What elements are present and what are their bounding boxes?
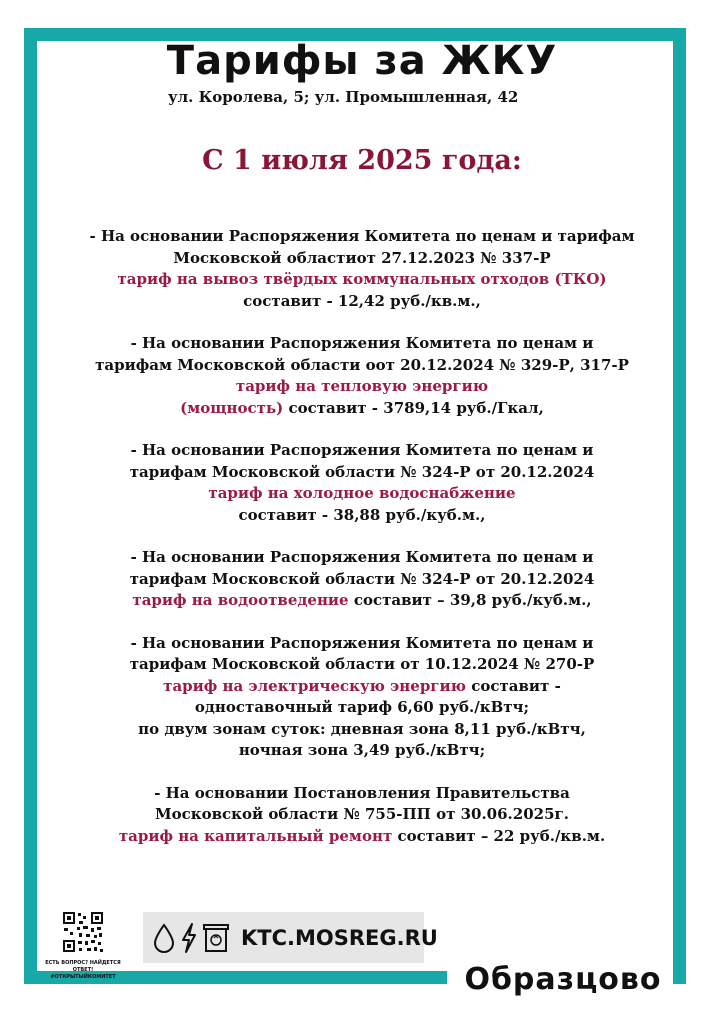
tariff-name: тариф на капитальный ремонт — [118, 826, 393, 845]
basis-line: - На основании Распоряжения Комитета по ценам и тарифам — [89, 227, 635, 245]
qr-code-icon[interactable] — [61, 910, 105, 954]
basis-line: тарифам Московской области № 324-Р от 20.12.2024 — [129, 462, 595, 481]
tariff-block-cold-water — [40, 440, 684, 526]
qr-hashtag: #ОТКРЫТЫЙКОМИТЕТ — [50, 974, 116, 980]
tariff-block-sewerage — [40, 547, 684, 612]
tariff-name: тариф на холодное водоснабжение — [208, 484, 516, 502]
basis-line: - На основании Распоряжения Комитета по ценам и — [130, 334, 594, 352]
basis-line: - На основании Распоряжения Комитета по ценам и — [130, 548, 594, 566]
water-drop-icon — [151, 922, 177, 954]
basis-line: - На основании Распоряжения Комитета по ценам и — [130, 633, 594, 652]
tariff-name: тариф на электрическую энергию — [163, 676, 466, 695]
tariff-value: составит – 39,8 руб./куб.м., — [348, 591, 592, 609]
tariff-value: составит - 12,42 руб./кв.м., — [243, 291, 481, 310]
ktc-banner[interactable] — [143, 912, 438, 963]
basis-line: Московской областиот 27.12.2023 № 337-Р — [173, 248, 551, 267]
tariff-name-cont: (мощность) — [180, 398, 284, 417]
address: ул. Королева, 5; ул. Промышленная, 42 — [168, 88, 519, 106]
tariff-detail: по двум зонам суток: дневная зона 8,11 руб./кВтч, — [138, 719, 586, 738]
tariff-block-electricity — [40, 633, 684, 762]
basis-line: - На основании Распоряжения Комитета по ценам и — [130, 441, 594, 459]
trash-bin-icon — [201, 921, 231, 955]
tariff-name: тариф на тепловую энергию — [235, 377, 489, 395]
city-name: Образцово — [464, 962, 662, 997]
page-title: Тарифы за ЖКУ — [166, 38, 558, 84]
ktc-site-link[interactable]: KTC.MOSREG.RU — [241, 925, 438, 950]
tariff-name: тариф на водоотведение — [132, 591, 349, 609]
date-heading: С 1 июля 2025 года: — [202, 145, 522, 176]
basis-line: тарифам Московской области № 324-Р от 20.12.2024 — [129, 569, 595, 588]
tariff-name: тариф на вывоз твёрдых коммунальных отходов (ТКО) — [117, 270, 607, 288]
tariff-list — [40, 226, 684, 868]
ktc-icons — [151, 921, 231, 955]
tariff-value: составит - 38,88 руб./куб.м., — [238, 505, 486, 524]
basis-line: Московской области № 755-ПП от 30.06.2025г. — [155, 805, 569, 823]
tariff-block-tko — [40, 226, 684, 312]
tariff-value: составит – 22 руб./кв.м. — [392, 826, 606, 845]
qr-section — [40, 910, 126, 981]
qr-caption: ЕСТЬ ВОПРОС? НАЙДЕТСЯ ОТВЕТ! — [45, 960, 121, 973]
lightning-icon — [179, 922, 199, 954]
tariff-detail: ночная зона 3,49 руб./кВтч; — [238, 741, 486, 759]
basis-line: тарифам Московской области оот 20.12.2024 № 329-Р, 317-Р — [95, 355, 629, 374]
tariff-value: составит - 3789,14 руб./Гкал, — [283, 398, 544, 417]
basis-line: тарифам Московской области от 10.12.2024 № 270-Р — [129, 655, 595, 673]
tariff-detail: одноставочный тариф 6,60 руб./кВтч; — [194, 698, 530, 716]
tariff-block-heat — [40, 333, 684, 419]
tariff-block-capital-repair — [40, 783, 684, 848]
basis-line: - На основании Постановления Правительства — [154, 783, 570, 802]
tariff-value: составит - — [466, 676, 561, 695]
